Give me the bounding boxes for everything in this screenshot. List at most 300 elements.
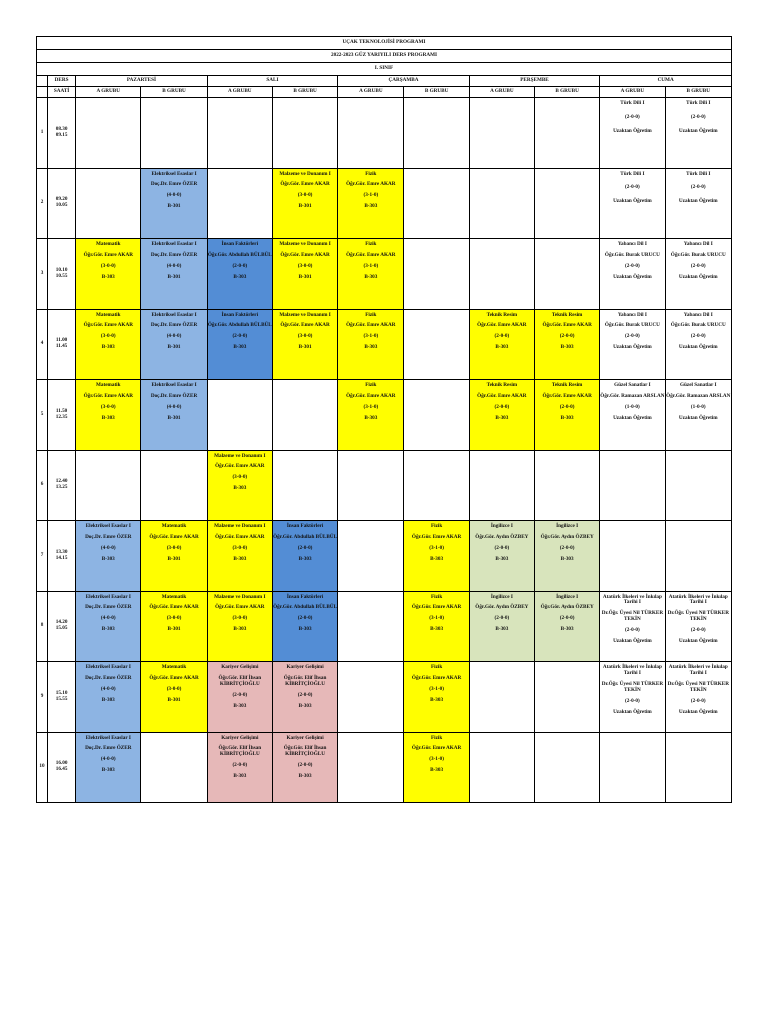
course-cell: [76, 521, 141, 592]
table-row: [37, 591, 732, 662]
course-credits: (2-0-0): [297, 762, 313, 769]
period-end: 12.35: [55, 413, 68, 420]
empty-slot: [141, 732, 207, 803]
course-name: İnsan Faktörleri: [286, 593, 324, 600]
course-instructor: Öğr.Gör. Emre AKAR: [149, 604, 199, 611]
course-cell: [600, 98, 665, 169]
course-credits: (2-0-0): [690, 262, 706, 269]
course-credits: (2-0-0): [625, 697, 640, 704]
course-room: B-303: [560, 344, 574, 351]
course-name: Güzel Sanatlar I: [680, 382, 717, 388]
course-room: Uzaktan Öğretim: [613, 638, 652, 645]
empty-slot: [404, 239, 469, 310]
empty-slot: [600, 450, 665, 521]
course-cell: [272, 309, 337, 380]
course-credits: (2-0-0): [625, 262, 640, 269]
course-name: Fizik: [430, 734, 443, 741]
course-room: B-303: [233, 344, 247, 351]
course-room: B-303: [430, 767, 444, 774]
course-cell-content: [535, 592, 599, 662]
course-room: B-301: [167, 273, 181, 280]
course-name: Kariyer Gelişimi: [286, 734, 324, 741]
course-name: Matematik: [96, 382, 121, 388]
course-cell-content: [666, 98, 731, 168]
group-header: A GRUBU: [207, 87, 272, 98]
course-cell-content: [338, 169, 403, 239]
empty-slot: [76, 450, 141, 521]
course-name: Elektriksel Esaslar I: [85, 734, 131, 741]
course-instructor: Doç.Dr. Emre ÖZER: [85, 604, 132, 611]
course-credits: (3-1-0): [429, 615, 444, 622]
course-cell: [76, 380, 141, 451]
course-name: Atatürk İlkeleri ve İnkılap Tarihi I: [602, 664, 662, 676]
period-start: 13.30: [55, 548, 68, 555]
course-cell: [600, 239, 665, 310]
empty-slot: [338, 591, 404, 662]
empty-slot: [338, 732, 404, 803]
course-cell: [665, 168, 731, 239]
course-room: B-303: [101, 344, 115, 351]
course-instructor: Öğr.Gör. Burak URUCU: [604, 251, 660, 258]
course-room: B-303: [430, 696, 444, 703]
course-room: B-303: [101, 626, 115, 633]
course-credits: (2-0-0): [690, 333, 706, 340]
course-cell: [141, 521, 207, 592]
empty-slot: [535, 662, 600, 733]
period-start: 11.50: [55, 407, 68, 414]
course-cell-content: [76, 592, 140, 662]
course-instructor: Öğr.Gör. Emre AKAR: [346, 251, 396, 258]
course-credits: (3-1-0): [363, 333, 379, 340]
course-credits: (4-0-0): [166, 262, 182, 269]
course-credits: (3-0-0): [100, 333, 116, 340]
course-credits: (2-0-0): [625, 184, 640, 191]
empty-slot: [600, 521, 665, 592]
ders-label: DERS: [48, 76, 76, 87]
course-instructor: Öğr.Gör. Elif İhsan KİBRİTÇİOĞLU: [283, 745, 327, 758]
course-cell: [207, 309, 272, 380]
period-end: 09.15: [55, 131, 68, 138]
course-room: B-303: [495, 414, 509, 421]
course-cell: [665, 239, 731, 310]
course-cell-content: [338, 239, 403, 309]
course-room: B-303: [364, 273, 378, 280]
course-room: B-303: [101, 273, 115, 280]
course-room: B-301: [167, 626, 181, 633]
course-cell-content: [600, 98, 664, 168]
course-name: Yabancı Dil I: [617, 241, 647, 247]
course-credits: (4-0-0): [100, 544, 116, 551]
course-cell: [141, 239, 207, 310]
course-cell: [76, 309, 141, 380]
course-cell: [665, 380, 731, 451]
group-header: A GRUBU: [469, 87, 534, 98]
empty-slot: [207, 380, 272, 451]
course-instructor: Öğr.Gör. Emre AKAR: [215, 463, 265, 470]
period-start: 08.30: [55, 125, 68, 132]
course-instructor: Dr.Öğr. Üyesi Nil TÜRKER TEKİN: [667, 610, 729, 623]
period-start: 15.10: [55, 689, 68, 696]
course-name: Elektriksel Esaslar I: [85, 593, 131, 600]
course-instructor: Öğr.Gör. Emre AKAR: [411, 745, 462, 752]
period-end: 13.25: [55, 484, 68, 491]
course-name: Elektriksel Esaslar I: [151, 382, 197, 388]
course-cell-content: [76, 521, 140, 591]
course-cell: [207, 239, 272, 310]
course-name: İngilizce I: [556, 593, 579, 600]
period-time: [48, 450, 76, 521]
course-credits: (2-0-0): [297, 691, 313, 698]
course-instructor: Öğr.Gör. Ramazan ARSLAN: [666, 392, 731, 399]
table-row: [37, 662, 732, 733]
course-room: B-303: [495, 626, 509, 633]
course-cell-content: [208, 239, 272, 309]
day-header-tuesday: SALI: [207, 76, 338, 87]
course-instructor: Öğr.Gör. Burak URUCU: [604, 322, 660, 329]
course-credits: (2-0-0): [232, 333, 248, 340]
empty-slot: [665, 732, 731, 803]
course-cell-content: [208, 310, 272, 380]
course-name: Fizik: [365, 241, 377, 247]
empty-slot: [272, 98, 337, 169]
course-name: Matematik: [161, 523, 187, 529]
course-cell-content: [666, 662, 731, 732]
course-cell-content: [273, 169, 337, 239]
period-number: 3: [37, 239, 48, 310]
table-row: [37, 309, 732, 380]
period-number: 9: [37, 662, 48, 733]
course-cell-content: [470, 310, 534, 380]
course-room: B-301: [298, 273, 312, 280]
course-cell: [600, 380, 665, 451]
course-credits: (2-0-0): [690, 113, 706, 120]
empty-slot: [404, 309, 469, 380]
course-name: İngilizce I: [490, 593, 513, 600]
group-header: A GRUBU: [338, 87, 404, 98]
course-credits: (3-0-0): [297, 262, 313, 269]
course-room: B-303: [233, 555, 247, 562]
period-number: 7: [37, 521, 48, 592]
empty-slot: [535, 239, 600, 310]
course-name: Kariyer Gelişimi: [286, 664, 324, 670]
course-room: Uzaktan Öğretim: [678, 273, 718, 280]
course-credits: (1-0-0): [690, 403, 706, 410]
course-name: Yabancı Dil I: [683, 311, 713, 318]
course-credits: (3-0-0): [100, 403, 116, 410]
course-name: Türk Dili I: [620, 170, 645, 177]
course-cell: [272, 732, 337, 803]
empty-slot: [469, 450, 534, 521]
course-cell-content: [470, 592, 534, 662]
course-name: Yabancı Dil I: [683, 241, 713, 247]
course-cell-content: [273, 310, 337, 380]
course-name: Fizik: [430, 664, 443, 670]
course-cell-content: [666, 239, 731, 309]
period-end: 10.05: [55, 202, 68, 209]
course-name: Yabancı Dil I: [617, 311, 647, 318]
course-cell-content: [600, 239, 664, 309]
course-room: B-303: [101, 767, 115, 774]
period-number: 5: [37, 380, 48, 451]
course-credits: (3-1-0): [429, 544, 444, 551]
course-room: Uzaktan Öğretim: [613, 708, 652, 715]
table-row: [37, 98, 732, 169]
course-cell-content: [470, 380, 534, 450]
course-cell: [272, 521, 337, 592]
course-instructor: Öğr.Gör. Emre AKAR: [411, 604, 462, 611]
course-name: Fizik: [365, 170, 377, 177]
course-name: Teknik Resim: [486, 382, 518, 388]
course-room: B-303: [495, 344, 509, 351]
course-cell-content: [76, 662, 140, 732]
course-cell-content: [208, 733, 272, 803]
empty-slot: [272, 450, 337, 521]
course-cell-content: [666, 380, 731, 450]
course-cell-content: [273, 733, 337, 803]
course-cell: [469, 521, 534, 592]
course-credits: (2-0-0): [559, 615, 575, 622]
course-room: B-301: [167, 696, 181, 703]
course-credits: (1-0-0): [625, 403, 640, 410]
course-cell: [404, 662, 469, 733]
course-instructor: Öğr.Gör. Emre AKAR: [215, 604, 265, 611]
course-room: B-303: [430, 555, 444, 562]
course-name: Malzeme ve Donanım I: [279, 311, 331, 318]
course-instructor: Öğr.Gör. Burak URUCU: [670, 322, 726, 329]
course-room: B-303: [364, 414, 378, 421]
course-room: Uzaktan Öğretim: [678, 414, 718, 421]
empty-slot: [469, 732, 534, 803]
course-room: Uzaktan Öğretim: [613, 273, 652, 280]
course-cell-content: [141, 310, 206, 380]
course-instructor: Öğr.Gör. Aydın ÖZBEY: [540, 533, 594, 540]
course-cell: [207, 450, 272, 521]
group-header: B GRUBU: [535, 87, 600, 98]
empty-slot: [338, 450, 404, 521]
course-cell: [272, 239, 337, 310]
course-cell-content: [470, 521, 534, 591]
period-end: 15.05: [55, 625, 68, 632]
course-cell-content: [273, 592, 337, 662]
course-cell: [469, 309, 534, 380]
course-cell-content: [208, 662, 272, 732]
course-cell-content: [141, 169, 206, 239]
period-start: 12.40: [55, 478, 68, 485]
course-cell-content: [76, 239, 140, 309]
course-instructor: Öğr.Gör. Abdullah BÜLBÜL: [273, 533, 338, 540]
course-room: Uzaktan Öğretim: [613, 127, 652, 134]
course-credits: (3-1-0): [363, 262, 379, 269]
table-row: [37, 380, 732, 451]
table-row: [37, 521, 732, 592]
empty-slot: [338, 98, 404, 169]
course-cell-content: [141, 239, 206, 309]
course-cell: [665, 662, 731, 733]
course-cell: [76, 732, 141, 803]
course-credits: (4-0-0): [100, 756, 116, 763]
period-start: 14.20: [55, 619, 68, 626]
period-time: [48, 239, 76, 310]
course-name: Fizik: [365, 382, 377, 388]
course-instructor: Dr.Öğr. Üyesi Nil TÜRKER TEKİN: [601, 680, 664, 693]
period-number: 1: [37, 98, 48, 169]
day-header-monday: PAZARTESİ: [76, 76, 208, 87]
course-cell-content: [208, 521, 272, 591]
course-name: Atatürk İlkeleri ve İnkılap Tarihi I: [668, 593, 728, 606]
course-instructor: Öğr.Gör. Emre AKAR: [149, 674, 199, 681]
course-name: Malzeme ve Donanım I: [214, 452, 266, 459]
table-row: [37, 450, 732, 521]
course-credits: (2-0-0): [494, 544, 510, 551]
course-cell-content: [404, 662, 468, 732]
course-room: Uzaktan Öğretim: [678, 127, 718, 134]
course-instructor: Öğr.Gör. Emre AKAR: [83, 392, 133, 399]
course-credits: (3-0-0): [100, 262, 116, 269]
course-cell: [535, 380, 600, 451]
period-end: 15.55: [55, 695, 68, 702]
course-instructor: Öğr.Gör. Abdullah BÜLBÜL: [207, 322, 272, 329]
course-name: Teknik Resim: [551, 382, 583, 388]
course-name: Matematik: [161, 593, 187, 600]
course-instructor: Öğr.Gör. Aydın ÖZBEY: [475, 604, 529, 611]
course-credits: (2-0-0): [494, 615, 510, 622]
course-instructor: Öğr.Gör. Emre AKAR: [477, 322, 527, 329]
course-cell-content: [666, 169, 731, 239]
course-credits: (2-0-0): [494, 403, 510, 410]
course-cell-content: [600, 169, 664, 239]
course-instructor: Öğr.Gör. Emre AKAR: [411, 674, 462, 681]
course-room: B-301: [167, 555, 181, 562]
course-name: Fizik: [365, 311, 377, 318]
course-instructor: Doç.Dr. Emre ÖZER: [85, 745, 132, 752]
course-name: Türk Dili I: [620, 100, 645, 106]
course-cell: [665, 591, 731, 662]
course-room: B-303: [233, 485, 247, 492]
course-credits: (3-0-0): [232, 544, 248, 551]
course-credits: (3-0-0): [232, 474, 248, 481]
saati-label: SAATİ: [48, 87, 76, 98]
course-room: B-301: [167, 344, 181, 351]
course-name: Elektriksel Esaslar I: [151, 170, 197, 177]
course-name: İngilizce I: [490, 523, 513, 529]
course-credits: (4-0-0): [166, 333, 182, 340]
period-end: 14.15: [55, 554, 68, 561]
course-credits: (2-0-0): [559, 403, 575, 410]
table-row: [37, 239, 732, 310]
course-cell: [469, 380, 534, 451]
course-cell-content: [535, 521, 599, 591]
course-cell-content: [76, 380, 140, 450]
course-cell-content: [535, 380, 599, 450]
course-name: Matematik: [96, 311, 121, 318]
course-room: B-301: [167, 414, 181, 421]
course-instructor: Doç.Dr. Emre ÖZER: [85, 533, 132, 540]
empty-slot: [76, 168, 141, 239]
course-name: Fizik: [430, 593, 443, 600]
empty-slot: [338, 521, 404, 592]
course-cell: [141, 380, 207, 451]
period-end: 10.55: [55, 272, 68, 279]
course-cell-content: [600, 592, 664, 662]
course-credits: (2-0-0): [690, 697, 706, 704]
group-header: B GRUBU: [141, 87, 207, 98]
corner-cell: [37, 87, 48, 98]
empty-slot: [469, 98, 534, 169]
course-credits: (2-0-0): [625, 627, 640, 634]
course-credits: (2-0-0): [559, 544, 575, 551]
course-name: Güzel Sanatlar I: [614, 382, 651, 388]
course-name: Kariyer Gelişimi: [221, 734, 259, 741]
course-name: Türk Dili I: [686, 170, 711, 177]
empty-slot: [665, 521, 731, 592]
course-room: Uzaktan Öğretim: [613, 344, 652, 351]
course-instructor: Öğr.Gör. Emre AKAR: [280, 251, 330, 258]
course-cell: [665, 309, 731, 380]
course-instructor: Öğr.Gör. Emre AKAR: [346, 392, 396, 399]
period-end: 11.45: [55, 343, 68, 350]
corner-cell: [37, 76, 48, 87]
course-credits: (2-0-0): [690, 184, 706, 191]
course-cell-content: [338, 310, 403, 380]
program-title: UÇAK TEKNOLOJİSİ PROGRAMI: [37, 37, 732, 50]
course-instructor: Öğr.Gör. Emre AKAR: [477, 392, 527, 399]
course-cell-content: [141, 380, 206, 450]
course-instructor: Öğr.Gör. Ramazan ARSLAN: [600, 392, 665, 399]
course-cell-content: [141, 592, 206, 662]
course-cell: [338, 380, 404, 451]
empty-slot: [338, 662, 404, 733]
group-header: B GRUBU: [404, 87, 469, 98]
course-cell-content: [404, 733, 468, 803]
course-credits: (4-0-0): [100, 685, 116, 692]
course-credits: (3-1-0): [363, 403, 379, 410]
course-cell-content: [141, 662, 206, 732]
period-time: [48, 309, 76, 380]
empty-slot: [469, 662, 534, 733]
course-name: Türk Dili I: [686, 100, 711, 106]
period-number: 10: [37, 732, 48, 803]
course-credits: (2-0-0): [625, 333, 640, 340]
course-cell: [207, 521, 272, 592]
course-room: B-303: [364, 344, 378, 351]
course-cell-content: [535, 310, 599, 380]
course-room: B-303: [298, 773, 312, 780]
course-credits: (3-1-0): [429, 756, 444, 763]
course-instructor: Öğr.Gör. Abdullah BÜLBÜL: [207, 251, 272, 258]
course-room: Uzaktan Öğretim: [613, 198, 652, 205]
period-time: [48, 662, 76, 733]
course-name: Teknik Resim: [551, 311, 583, 318]
course-cell-content: [273, 662, 337, 732]
course-cell: [338, 309, 404, 380]
course-instructor: Öğr.Gör. Emre AKAR: [83, 322, 133, 329]
course-instructor: Öğr.Gör. Abdullah BÜLBÜL: [273, 604, 338, 611]
period-time: [48, 591, 76, 662]
course-instructor: Öğr.Gör. Emre AKAR: [542, 322, 592, 329]
course-room: B-303: [233, 702, 247, 709]
period-start: 10.10: [55, 266, 68, 273]
group-header: A GRUBU: [600, 87, 665, 98]
course-room: Uzaktan Öğretim: [678, 708, 718, 715]
course-room: Uzaktan Öğretim: [678, 198, 718, 205]
course-cell: [338, 168, 404, 239]
course-name: Malzeme ve Donanım I: [279, 241, 331, 247]
course-credits: (2-0-0): [232, 691, 248, 698]
course-cell: [207, 732, 272, 803]
course-credits: (3-1-0): [429, 685, 444, 692]
course-name: Elektriksel Esaslar I: [85, 523, 131, 529]
empty-slot: [207, 168, 272, 239]
